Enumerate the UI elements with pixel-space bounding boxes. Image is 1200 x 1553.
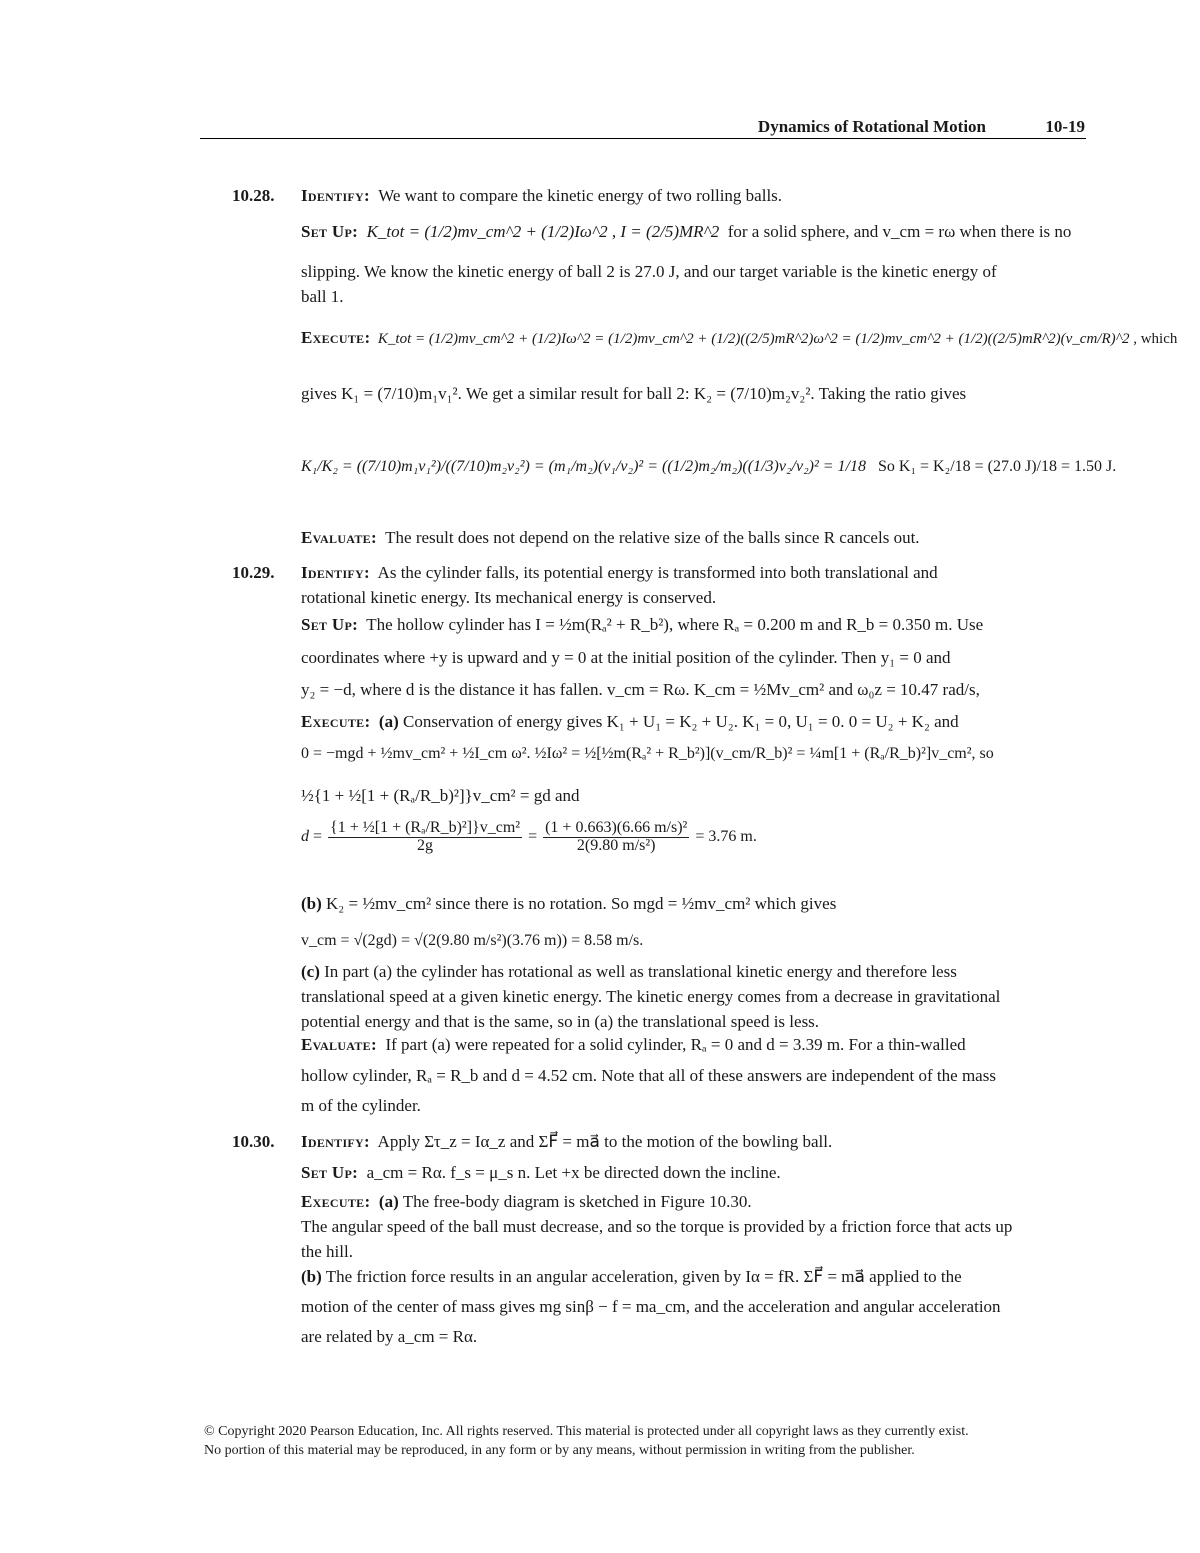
setup-text: The hollow cylinder has I = ½m(Rₐ² + R_b²), where Rₐ = 0.200 m and R_b = 0.350 m. Use	[366, 615, 984, 634]
evaluate-text: hollow cylinder, Rₐ = R_b and d = 4.52 cm. Note that all of these answers are independent of the mass	[301, 1066, 996, 1085]
ratio-formula: K₁/K₂ = ((7/10)m₁v₁²)/((7/10)m₂v₂²) = (m₁/m₂)(v₁/v₂)² = ((1/2)m₂/m₂)((1/3)v₂/v₂)² = 1/18	[301, 458, 866, 475]
evaluate-line	[301, 1035, 966, 1055]
distance-equation: d = $\frac{\text{\{1 + ½[1 + (Rₐ/R\_b)²]\}v\_cm²}}{2g}$ = $\frac{\text{(1 + 0.663)(6.66 m/s)²}}{\text{2(9.80 m/s²)}}$ = 3.76 m.	[301, 819, 757, 854]
setup-text: for a solid sphere, and v_cm = rω when there is no	[727, 222, 1072, 241]
setup-line	[301, 222, 1071, 242]
execute-text: The angular speed of the ball must decrease, and so the torque is provided by a friction force that acts up	[301, 1217, 1013, 1236]
setup-text: y₂ = −d, where d is the distance it has fallen. v_cm = Rω. K_cm = ½Mv_cm² and ω₀z = 10.47 rad/s,	[301, 680, 980, 699]
execute-line	[301, 894, 836, 914]
execute-text: motion of the center of mass gives mg sinβ − f = ma_cm, and the acceleration and angular acceleration	[301, 1297, 1001, 1316]
setup-text: ball 1.	[301, 287, 344, 306]
execute-text: In part (a) the cylinder has rotational as well as translational kinetic energy and therefore less	[324, 962, 957, 981]
problem-number: 10.28.	[232, 186, 275, 205]
execute-label: Execute:	[301, 712, 371, 731]
identify-text: rotational kinetic energy. Its mechanical energy is conserved.	[301, 588, 717, 607]
execute-text: v_cm = √(2gd) = √(2(9.80 m/s²)(3.76 m)) = 8.58 m/s.	[301, 932, 644, 949]
part-label: (b)	[301, 1267, 322, 1286]
problem-number: 10.30.	[232, 1132, 275, 1151]
execute-line	[301, 712, 959, 732]
execute-text: 0 = −mgd + ½mv_cm² + ½I_cm ω². ½Iω² = ½[½m(Rₐ² + R_b²)](v_cm/R_b)² = ¼m[1 + (Rₐ/R_b)²]v_cm², so	[301, 745, 994, 762]
execute-line	[301, 1192, 752, 1212]
setup-text: slipping. We know the kinetic energy of ball 2 is 27.0 J, and our target variable is the kinetic energy of	[301, 262, 997, 281]
distance-fraction-symbolic: $\frac{\text{\{1 + ½[1 + (Rₐ/R\_b)²]\}v\_cm²}}{2g}$	[330, 819, 521, 854]
execute-text: are related by a_cm = Rα.	[301, 1327, 478, 1346]
execute-line	[301, 1267, 962, 1287]
execute-text: K₂ = ½mv_cm² since there is no rotation. So mgd = ½mv_cm² which gives	[326, 894, 837, 913]
setup-line	[301, 615, 983, 635]
execute-text: The friction force results in an angular acceleration, given by Iα = fR. ΣF⃗ = ma⃗ applied to the	[325, 1267, 962, 1286]
problem-number: 10.29.	[232, 563, 275, 582]
identify-label: Identify:	[301, 1132, 370, 1151]
identify-line	[301, 1132, 832, 1152]
execute-line	[301, 962, 957, 982]
execute-label: Execute:	[301, 1192, 371, 1211]
identify-text: We want to compare the kinetic energy of two rolling balls.	[378, 186, 783, 205]
setup-label: Set Up:	[301, 1163, 359, 1182]
evaluate-text: If part (a) were repeated for a solid cylinder, Rₐ = 0 and d = 3.39 m. For a thin-walled	[385, 1035, 966, 1054]
setup-label: Set Up:	[301, 222, 359, 241]
setup-label: Set Up:	[301, 615, 359, 634]
evaluate-label: Evaluate:	[301, 1035, 377, 1054]
execute-formula: K_tot = (1/2)mv_cm^2 + (1/2)Iω^2 = (1/2)mv_cm^2 + (1/2)((2/5)mR^2)ω^2 = (1/2)mv_cm^2 + (1/2)((2/5)mR^2)(v_cm/R)^2	[377, 331, 1130, 347]
ratio-line	[301, 458, 1116, 476]
page-number: 10-19	[1045, 117, 1085, 136]
distance-fraction-numeric: $\frac{\text{(1 + 0.663)(6.66 m/s)²}}{\text{2(9.80 m/s²)}}$	[545, 819, 688, 854]
part-label: (c)	[301, 962, 320, 981]
copyright-notice: No portion of this material may be reproduced, in any form or by any means, without permission in writing from the publisher.	[204, 1443, 915, 1458]
copyright-notice: © Copyright 2020 Pearson Education, Inc. All rights reserved. This material is protected under all copyright laws as they currently exist.	[204, 1424, 969, 1439]
identify-label: Identify:	[301, 563, 370, 582]
gives-line: gives K₁ = (7/10)m₁v₁². We get a similar result for ball 2: K₂ = (7/10)m₂v₂². Taking the ratio gives	[301, 384, 967, 403]
execute-text: translational speed at a given kinetic energy. The kinetic energy comes from a decrease in gravitational	[301, 987, 1001, 1006]
execute-text: ½{1 + ½[1 + (Rₐ/R_b)²]}v_cm² = gd and	[301, 786, 580, 805]
part-label: (b)	[301, 894, 322, 913]
part-label: (a)	[378, 712, 399, 731]
setup-line	[301, 1163, 781, 1183]
execute-text: , which	[1133, 331, 1178, 347]
evaluate-text: m of the cylinder.	[301, 1096, 421, 1115]
execute-label: Execute:	[301, 328, 371, 347]
execute-line	[301, 328, 1177, 348]
evaluate-label: Evaluate:	[301, 528, 377, 547]
execute-text: the hill.	[301, 1242, 353, 1261]
evaluate-text: The result does not depend on the relative size of the balls since R cancels out.	[385, 528, 920, 547]
setup-formula: K_tot = (1/2)mv_cm^2 + (1/2)Iω^2 , I = (2/5)MR^2	[366, 222, 720, 241]
execute-text: Conservation of energy gives K₁ + U₁ = K₂ + U₂. K₁ = 0, U₁ = 0. 0 = U₂ + K₂ and	[403, 712, 959, 731]
ratio-result: So K₁ = K₂/18 = (27.0 J)/18 = 1.50 J.	[878, 458, 1117, 475]
identify-line	[301, 563, 938, 583]
part-label: (a)	[378, 1192, 399, 1211]
execute-text: The free-body diagram is sketched in Figure 10.30.	[402, 1192, 752, 1211]
identify-text: Apply Στ_z = Iα_z and ΣF⃗ = ma⃗ to the motion of the bowling ball.	[377, 1132, 833, 1151]
identify-line	[301, 186, 782, 206]
running-header-title: Dynamics of Rotational Motion	[757, 117, 986, 136]
header-rule	[200, 138, 1086, 139]
identify-label: Identify:	[301, 186, 370, 205]
identify-text: As the cylinder falls, its potential energy is transformed into both translational and	[377, 563, 938, 582]
setup-text: a_cm = Rα. f_s = μ_s n. Let +x be directed down the incline.	[366, 1163, 781, 1182]
setup-text: coordinates where +y is upward and y = 0 at the initial position of the cylinder. Then y₁ = 0 and	[301, 648, 951, 667]
execute-text: potential energy and that is the same, so in (a) the translational speed is less.	[301, 1012, 820, 1031]
distance-result: = 3.76 m.	[695, 827, 757, 845]
evaluate-line	[301, 528, 920, 548]
